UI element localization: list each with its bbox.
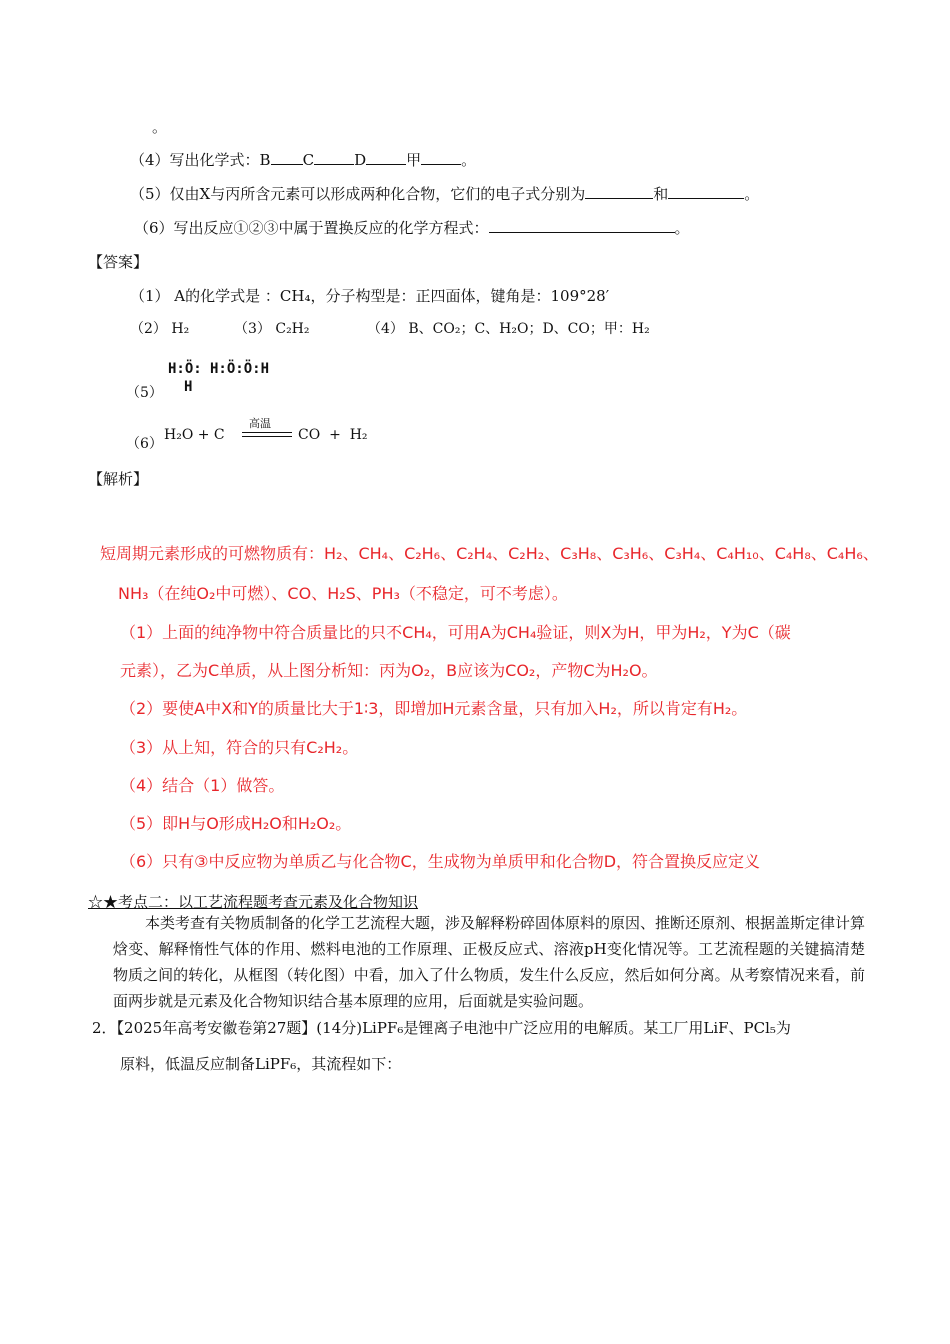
answer-line-1: （1） A的化学式是 ：CH₄，分子构型是：正四面体，键角是：109°28′	[130, 287, 610, 305]
answer-5-label: （5）	[126, 385, 163, 401]
analysis-line-6: （3）从上知，符合的只有C₂H₂。	[120, 738, 359, 757]
q4-blank-d	[366, 152, 406, 165]
top-period: 。	[152, 118, 168, 136]
q4-b: B	[259, 151, 271, 169]
analysis-line-5: （2）要使A中X和Y的质量比大于1∶3，即增加H元素含量，只有加入H₂，所以肯定有H₂。	[120, 699, 748, 718]
q4-c: C	[302, 151, 315, 169]
q4-blank-c	[314, 152, 354, 165]
question-4	[130, 152, 476, 168]
q5-blank-2	[668, 186, 744, 199]
question-5	[130, 186, 759, 202]
q6-end: 。	[674, 219, 690, 237]
answer-line-2b: （3） C₂H₂	[234, 321, 310, 337]
section-2-title: ☆★考点二：以工艺流程题考查元素及化合物知识	[88, 893, 419, 911]
section-2-paragraph: 本类考查有关物质制备的化学工艺流程大题，涉及解释粉碎固体原料的原因、推断还原剂、根据盖斯定律计算焓变、解释惰性气体的作用、燃料电池的工作原理、正极反应式、溶液pH变化情况等。工艺流程题的关键搞清楚物质之间的转化，从框图（转化图）中看，加入了什么物质，发生什么反应，然后如何分离。从考察情况来看，前面两步就是元素及化合物知识结合基本原理的应用，后面就是实验问题。	[113, 914, 866, 1010]
analysis-line-9: （6）只有③中反应物为单质乙与化合物C，生成物为单质甲和化合物D，符合置换反应定义	[120, 852, 761, 871]
analysis-line-8: （5）即H与O形成H₂O和H₂O₂。	[120, 814, 352, 833]
q6-text: （6）写出反应①②③中属于置换反应的化学方程式：	[134, 219, 489, 237]
q5-end: 。	[744, 185, 760, 203]
lewis-water-bottom: H	[184, 379, 193, 395]
lewis-peroxide: H:Ö:Ö:H	[210, 361, 270, 377]
equation-left: H₂O + C	[164, 427, 225, 443]
analysis-line-3: （1）上面的纯净物中符合质量比的只不CH₄，可用A为CH₄验证，则X为H，甲为H₂，Y为C（碳	[120, 623, 791, 642]
analysis-line-1: 短周期元素形成的可燃物质有：H₂、CH₄、C₂H₆、C₂H₄、C₂H₂、C₃H₈、C₃H₆、C₃H₄、C₄H₁₀、C₄H₈、C₄H₆、	[100, 544, 879, 563]
question-2-line-1: 2．【2025年高考安徽卷第27题】(14分)LiPF₆是锂离子电池中广泛应用的电解质。某工厂用LiF、PCl₅为	[92, 1019, 791, 1037]
q4-end: 。	[461, 151, 477, 169]
equation-condition: 高温	[249, 417, 271, 430]
answer-line-2a: （2） H₂	[130, 321, 190, 337]
answer-heading: 【答案】	[88, 253, 149, 271]
q4-jia: 甲	[406, 151, 422, 169]
question-2-line-2: 原料，低温反应制备LiPF₆，其流程如下：	[120, 1055, 402, 1073]
question-6	[134, 220, 690, 236]
q5-text: （5）仅由X与丙所含元素可以形成两种化合物，它们的电子式分别为	[130, 185, 586, 203]
q4-prefix: （4）写出化学式：	[130, 151, 260, 169]
analysis-heading: 【解析】	[88, 470, 149, 488]
q6-blank	[489, 220, 675, 233]
q5-and: 和	[653, 185, 669, 203]
lewis-water-top: H:Ö:	[168, 361, 202, 377]
answer-6-label: （6）	[126, 436, 163, 452]
equation-right: CO + H₂	[298, 427, 368, 443]
analysis-line-2: NH₃（在纯O₂中可燃）、CO、H₂S、PH₃（不稳定，可不考虑）。	[118, 584, 568, 603]
q4-blank-b	[271, 152, 303, 165]
q4-blank-jia	[421, 152, 461, 165]
q5-blank-1	[585, 186, 653, 199]
equation-equals-sign	[242, 432, 292, 437]
q4-d: D	[354, 151, 367, 169]
answer-line-2c: （4） B、CO₂；C、H₂O；D、CO；甲：H₂	[367, 321, 650, 337]
analysis-line-4: 元素），乙为C单质，从上图分析知：丙为O₂，B应该为CO₂，产物C为H₂O。	[120, 661, 658, 680]
analysis-line-7: （4）结合（1）做答。	[120, 776, 285, 795]
